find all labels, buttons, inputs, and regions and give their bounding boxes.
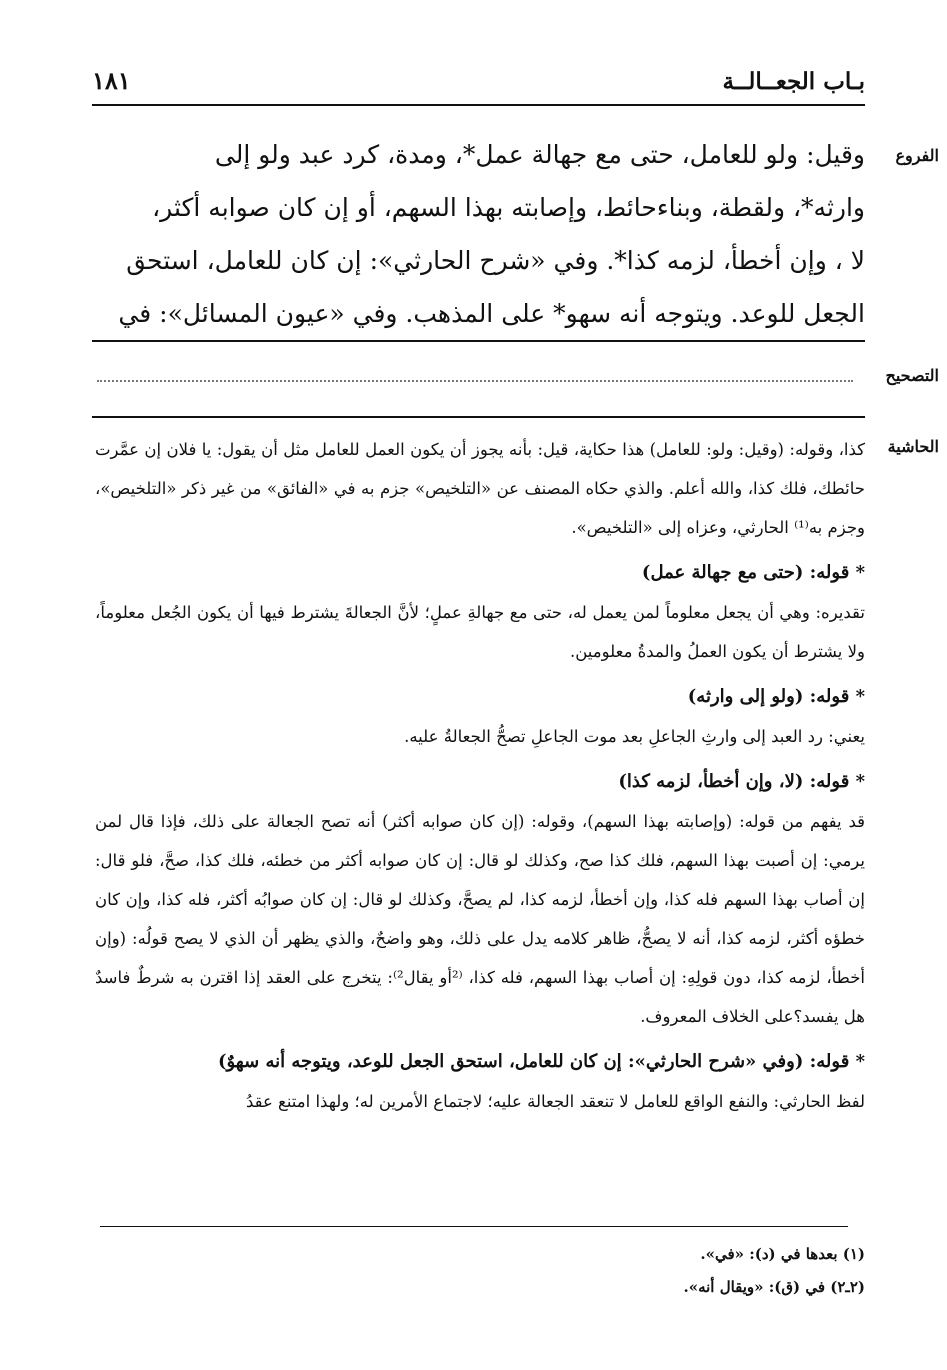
page-number: ١٨١	[92, 66, 131, 95]
main-text-line: وارثه*، ولقطة، وبناءحائط، وإصابته بهذا السهم، أو إن كان صوابه أكثر،	[152, 193, 865, 222]
chapter-title: بـاب الجعــالــة	[722, 68, 865, 95]
commentary-intro: كذا، وقوله: (وقيل: ولو: للعامل) هذا حكاية، قيل: بأنه يجوز أن يكون العمل للعامل مثل أن يقول: يا فلان إن عمَّرت حائطك، فلك كذا، والله أعلم. والذي حكاه المصنف عن «التلخيص» جزم به في «الفائق» من غير ذكر «التلخيص»، وجزم به⁽¹⁾ الحارثي، وعزاه إلى «التلخيص».	[95, 440, 865, 537]
commentary-heading: * قوله: (حتى مع جهالة عمل)	[641, 562, 865, 583]
footnote: (١) بعدها في (د): «في».	[700, 1245, 865, 1263]
commentary-heading: * قوله: (لا، وإن أخطأ، لزمه كذا)	[618, 771, 865, 792]
side-label-hashiya: الحاشية	[887, 437, 939, 456]
commentary-heading: * قوله: (وفي «شرح الحارثي»: إن كان للعامل، استحق الجعل للوعد، ويتوجه أنه سهوٌ)	[217, 1051, 865, 1072]
main-text-line: لا ، وإن أخطأ، لزمه كذا*. وفي «شرح الحارثي»: إن كان للعامل، استحق	[126, 246, 865, 275]
tashih-rule	[92, 416, 865, 418]
footnotes	[95, 1238, 865, 1304]
commentary-body: لفظ الحارثي: والنفع الواقع للعامل لا تنعقد الجعالة عليه؛ لاجتماع الأمرين له؛ ولهذا امتنع عقدُ	[245, 1092, 865, 1111]
commentary-body: تقديره: وهي أن يجعل معلوماً لمن يعمل له، حتى مع جهالةِ عملٍ؛ لأنَّ الجعالةَ يشترط فيها أن يكون الجُعل معلوماً، ولا يشترط أن يكون العملُ والمدةُ معلومين.	[95, 603, 865, 661]
side-label-tashih: التصحيح	[885, 366, 939, 385]
footnote: (٢ـ٢) في (ق): «ويقال أنه».	[683, 1278, 865, 1296]
tashih-dotted-line	[97, 358, 853, 382]
main-text-rule	[92, 340, 865, 342]
main-text-line: وقيل: ولو للعامل، حتى مع جهالة عمل*، ومدة، كرد عبد ولو إلى	[214, 140, 865, 169]
header-rule	[92, 104, 865, 106]
side-label-furu: الفروع	[895, 146, 939, 165]
commentary-body: يعني: رد العبد إلى وارثِ الجاعلِ بعد موت الجاعلِ تصحُّ الجعالةُ عليه.	[404, 727, 865, 746]
commentary	[95, 430, 865, 1123]
commentary-heading: * قوله: (ولو إلى وارثه)	[687, 686, 865, 707]
footnote-rule	[100, 1226, 848, 1227]
commentary-body: قد يفهم من قوله: (وإصابته بهذا السهم)، وقوله: (إن كان صوابه أكثر) أنه تصح الجعالة على ذلك، فإذا قال لمن يرمي: إن أصبت بهذا السهم، فلك كذا صح، وكذلك لو قال: إن كان صوابه أكثر من خطئه، فلك كذا، صحَّ، فلو قال: إن أصاب بهذا السهم فله كذا، وإن أخطأ، لزمه كذا، لم يصحَّ، وكذلك لو قال: إن كان صوابُه أكثر، فله كذا، وإن كان خطؤه أكثر، لزمه كذا، أنه لا يصحُّ، ظاهر كلامه يدل على ذلك، وهو واضحٌ، والذي يظهر أن الذي لا يصح قولُه: (وإن أخطأ، لزمه كذا، دون قولِهِ: إن أصاب بهذا السهم، فله كذا، ⁽²أو يقال²⁾: يتخرج على العقد إذا اقترن به شرطٌ فاسدٌ هل يفسد؟على الخلاف المعروف.	[95, 812, 865, 1026]
main-text-line: الجعل للوعد. ويتوجه أنه سهو* على المذهب. وفي «عيون المسائل»: في	[118, 299, 865, 328]
main-text	[95, 128, 865, 340]
